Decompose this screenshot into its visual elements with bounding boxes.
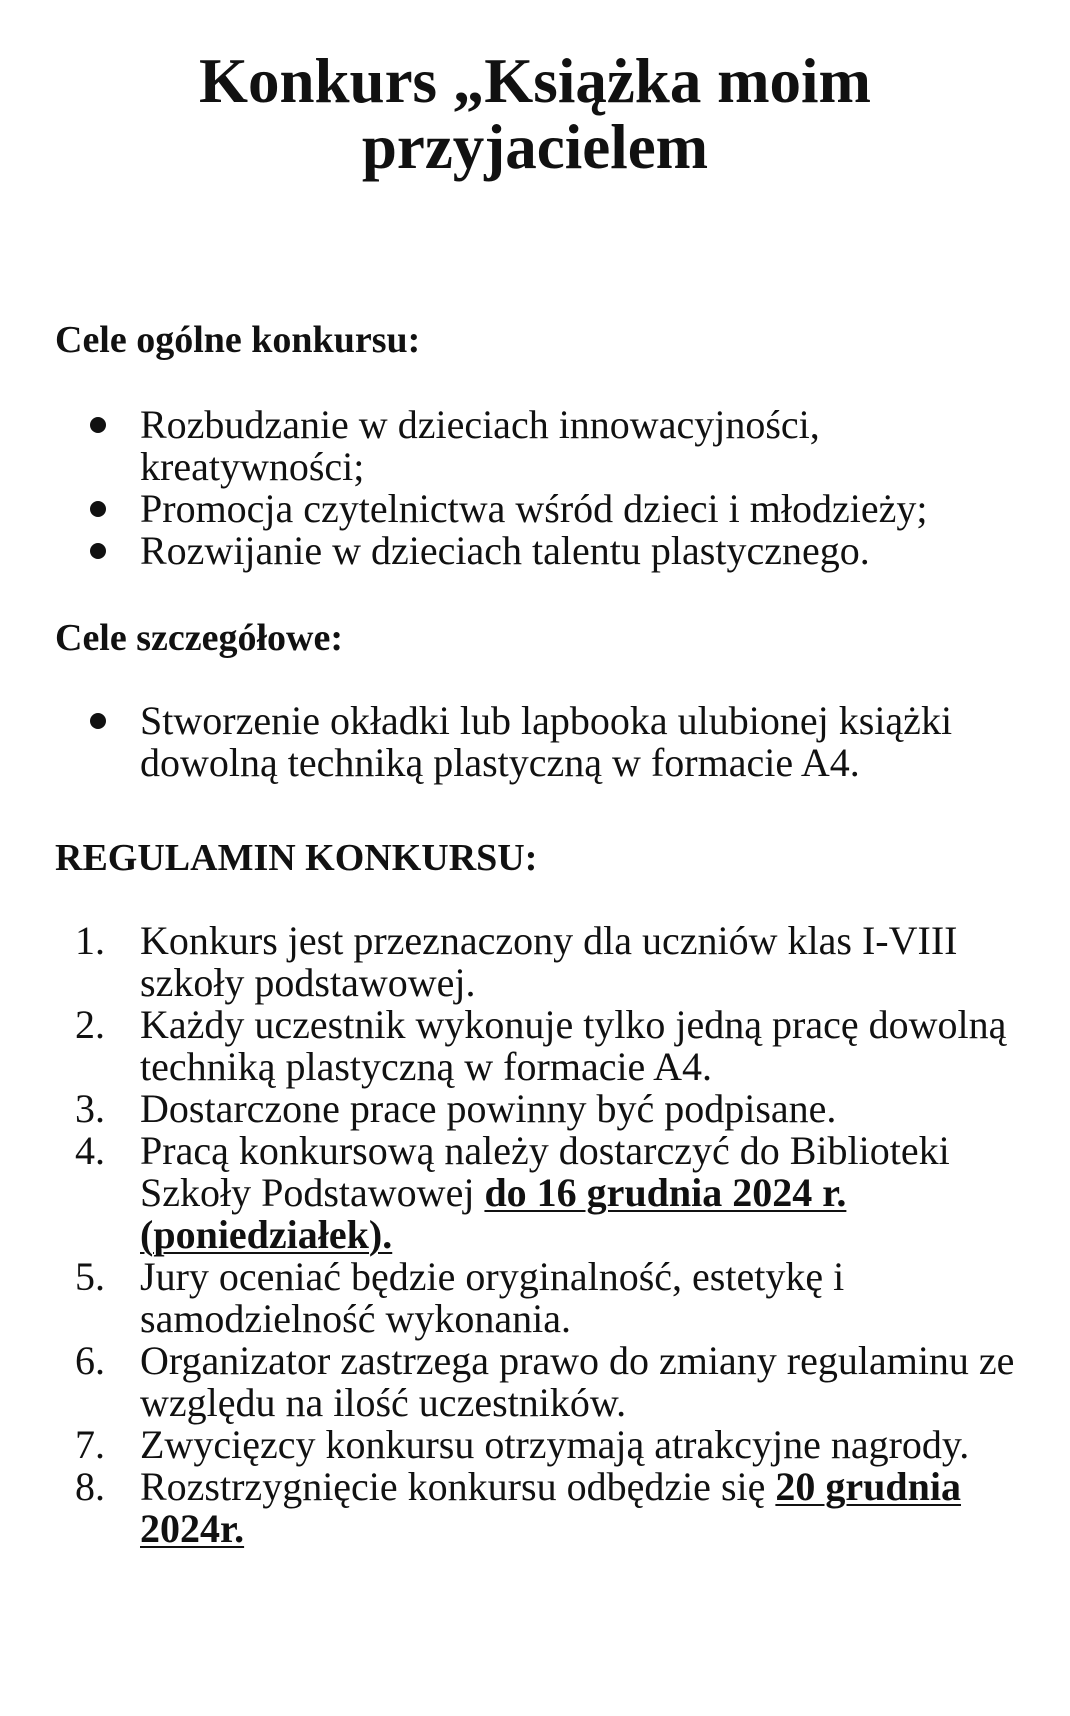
list-item-text: Promocja czytelnictwa wśród dzieci i młodzieży; bbox=[140, 486, 928, 531]
title-line-2: przyjacielem bbox=[361, 112, 709, 182]
rule-item bbox=[55, 920, 1015, 1004]
rule-text: Każdy uczestnik wykonuje tylko jedną pracę dowolną techniką plastyczną w formacie A4. bbox=[140, 1002, 1007, 1089]
list-item bbox=[55, 530, 1015, 572]
title-line-1: Konkurs „Książka moim bbox=[198, 46, 872, 116]
rule-item bbox=[55, 1466, 1015, 1550]
general-goals-list bbox=[55, 404, 1015, 572]
rule-text: Dostarczone prace powinny być podpisane. bbox=[140, 1086, 837, 1131]
rule-number: 8. bbox=[75, 1464, 105, 1509]
rule-item bbox=[55, 1088, 1015, 1130]
rule-item bbox=[55, 1424, 1015, 1466]
rule-text: Zwycięzcy konkursu otrzymają atrakcyjne nagrody. bbox=[140, 1422, 970, 1467]
detailed-goals-heading: Cele szczegółowe: bbox=[55, 617, 344, 659]
rule-item bbox=[55, 1130, 1015, 1256]
general-goals-heading: Cele ogólne konkursu: bbox=[55, 319, 421, 361]
rule-text: Organizator zastrzega prawo do zmiany regulaminu ze względu na ilość uczestników. bbox=[140, 1338, 1015, 1425]
rule-number: 4. bbox=[75, 1128, 105, 1173]
list-item bbox=[55, 404, 1015, 488]
rule-number: 7. bbox=[75, 1422, 105, 1467]
rule-number: 3. bbox=[75, 1086, 105, 1131]
bullet-icon bbox=[90, 501, 106, 517]
rules-heading: REGULAMIN KONKURSU: bbox=[55, 837, 538, 879]
result-date: 20 grudnia 2024r. bbox=[140, 1464, 961, 1551]
list-item-text: Rozbudzanie w dzieciach innowacyjności, kreatywności; bbox=[140, 402, 820, 489]
list-item bbox=[55, 700, 1015, 784]
page-title bbox=[55, 48, 1015, 180]
list-item-text: Stworzenie okładki lub lapbooka ulubionej książki dowolną techniką plastyczną w formacie A4. bbox=[140, 698, 953, 785]
rule-text: Pracą konkursową należy dostarczyć do Biblioteki Szkoły Podstawowej bbox=[140, 1128, 950, 1215]
bullet-icon bbox=[90, 417, 106, 433]
rule-number: 2. bbox=[75, 1002, 105, 1047]
rule-text: Jury oceniać będzie oryginalność, estetykę i samodzielność wykonania. bbox=[140, 1254, 845, 1341]
rule-number: 5. bbox=[75, 1254, 105, 1299]
rule-number: 6. bbox=[75, 1338, 105, 1383]
rule-text: Rozstrzygnięcie konkursu odbędzie się bbox=[140, 1464, 776, 1509]
bullet-icon bbox=[90, 543, 106, 559]
rule-number: 1. bbox=[75, 918, 105, 963]
rule-text: Konkurs jest przeznaczony dla uczniów klas I-VIII szkoły podstawowej. bbox=[140, 918, 958, 1005]
rules-list bbox=[55, 920, 1015, 1550]
bullet-icon bbox=[90, 713, 106, 729]
list-item bbox=[55, 488, 1015, 530]
rule-item bbox=[55, 1256, 1015, 1340]
detailed-goals-list bbox=[55, 700, 1015, 784]
deadline-date: do 16 grudnia 2024 r. (poniedziałek). bbox=[140, 1170, 847, 1257]
rule-item bbox=[55, 1340, 1015, 1424]
rule-item bbox=[55, 1004, 1015, 1088]
list-item-text: Rozwijanie w dzieciach talentu plastycznego. bbox=[140, 528, 870, 573]
